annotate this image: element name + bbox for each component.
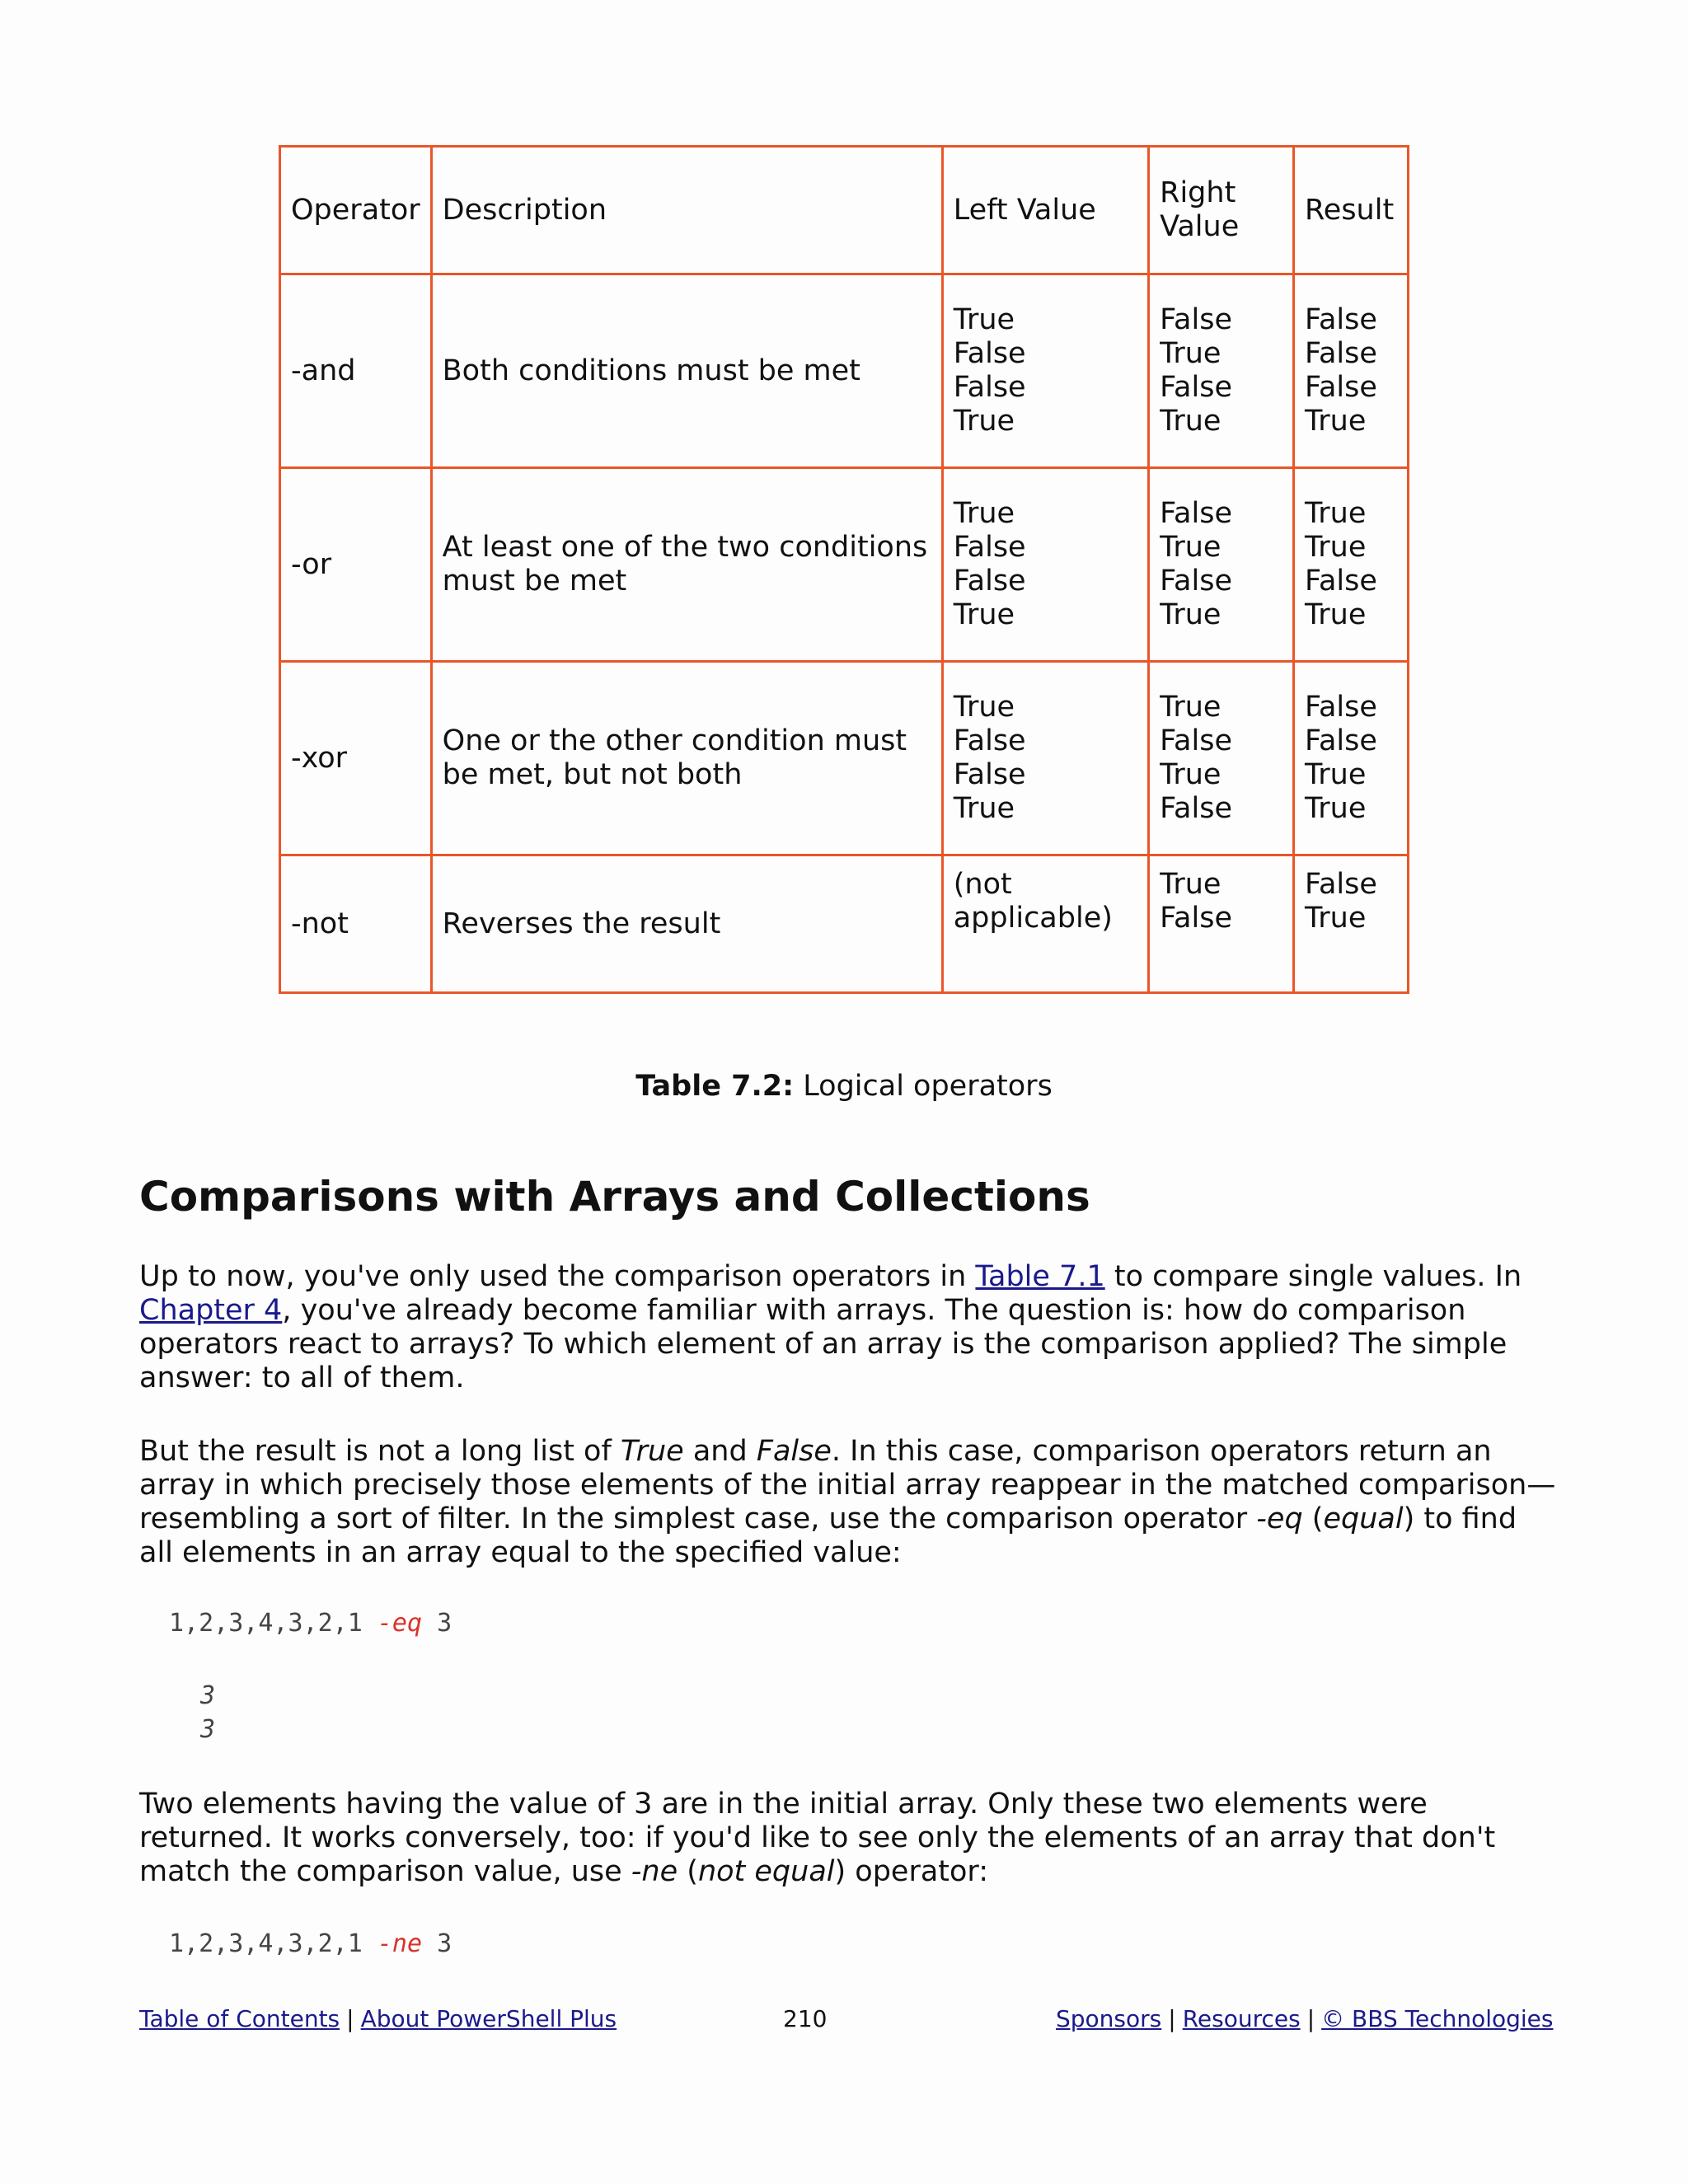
cell-value: False <box>953 531 1026 564</box>
code-text: 1,2,3,4,3,2,1 <box>169 1929 377 1958</box>
cell-value: True <box>1305 902 1367 935</box>
table-of-contents-link[interactable]: Table of Contents <box>139 2005 340 2032</box>
table-row <box>280 855 1409 993</box>
right-values-cell <box>1149 662 1294 855</box>
cell-value: (not applicable) <box>953 868 1113 935</box>
cell-value: True <box>953 598 1015 631</box>
code-text: 1,2,3,4,3,2,1 <box>169 1609 377 1638</box>
header-description: Description <box>431 147 942 274</box>
right-values-cell <box>1149 274 1294 468</box>
emphasis: False <box>756 1435 832 1468</box>
cell-value: True <box>1160 598 1221 631</box>
result-values-cell <box>1294 468 1409 662</box>
left-values-cell <box>942 468 1148 662</box>
cell-value: True <box>1305 405 1367 438</box>
cell-value: False <box>953 724 1026 757</box>
paragraph-intro <box>139 1260 1557 1395</box>
table-row <box>280 274 1409 468</box>
cell-value: False <box>1160 792 1232 825</box>
cell-value: True <box>1160 868 1221 901</box>
emphasis: -eq <box>1256 1502 1303 1535</box>
code-operator: -eq <box>377 1609 423 1638</box>
result-values-cell <box>1294 274 1409 468</box>
cell-value: False <box>1305 337 1377 370</box>
code-text: 3 <box>422 1609 452 1638</box>
header-operator: Operator <box>280 147 432 274</box>
text-run: ( <box>678 1855 698 1888</box>
code-operator: -ne <box>377 1929 423 1958</box>
cell-value: False <box>953 565 1026 598</box>
cell-value: False <box>1160 724 1232 757</box>
left-values-cell <box>942 274 1148 468</box>
footer-separator: | <box>1168 2005 1176 2032</box>
code-output-eq <box>200 1679 215 1746</box>
cell-value: True <box>953 792 1015 825</box>
description-cell: Both conditions must be met <box>431 274 942 468</box>
right-values-cell <box>1149 855 1294 993</box>
footer-separator: | <box>346 2005 354 2032</box>
output-line: 3 <box>200 1715 216 1744</box>
cell-value: True <box>953 405 1015 438</box>
cell-value: True <box>1305 758 1367 791</box>
cell-value: True <box>1160 337 1221 370</box>
cell-value: False <box>953 758 1026 791</box>
logical-operators-table <box>279 145 1409 994</box>
text-run: Two elements having the value of 3 are in the initial array. Only these two elements were returned. It works conversely, too: if you'd like to see only the elements of an array that don't match the comparison value, use <box>139 1788 1496 1888</box>
text-run: , you've already become familiar with arrays. The question is: how do comparison operators react to arrays? To which element of an array is the comparison applied? The simple answer: to all of them. <box>139 1294 1507 1394</box>
emphasis: not equal <box>697 1855 835 1888</box>
cell-value: True <box>1160 405 1221 438</box>
table-row <box>280 468 1409 662</box>
cell-value: False <box>1160 497 1232 530</box>
text-run: ) to find all elements in an array equal to the specified value: <box>139 1502 1517 1569</box>
cell-value: False <box>953 337 1026 370</box>
paragraph-filter <box>139 1435 1557 1570</box>
operator-cell: -or <box>280 468 432 662</box>
cell-value: False <box>1305 565 1377 598</box>
cell-value: True <box>1160 691 1221 724</box>
table-7-1-link[interactable]: Table 7.1 <box>975 1260 1105 1293</box>
description-cell: Reverses the result <box>431 855 942 993</box>
left-values-cell <box>942 662 1148 855</box>
sponsors-link[interactable]: Sponsors <box>1056 2005 1162 2032</box>
cell-value: False <box>1305 724 1377 757</box>
cell-value: False <box>1160 902 1232 935</box>
cell-value: True <box>953 691 1015 724</box>
footer-separator: | <box>1306 2005 1315 2032</box>
footer-right-links <box>1056 2004 1554 2034</box>
output-line: 3 <box>200 1681 216 1710</box>
cell-value: True <box>1305 792 1367 825</box>
page-number: 210 <box>783 2005 828 2032</box>
operator-cell: -xor <box>280 662 432 855</box>
header-result: Result <box>1294 147 1409 274</box>
cell-value: True <box>1305 598 1367 631</box>
emphasis: -ne <box>631 1855 678 1888</box>
cell-value: False <box>953 371 1026 404</box>
description-cell: At least one of the two conditions must be met <box>431 468 942 662</box>
code-text: 3 <box>422 1929 452 1958</box>
text-run: ( <box>1302 1502 1324 1535</box>
cell-value: False <box>1305 303 1377 336</box>
cell-value: False <box>1305 691 1377 724</box>
chapter-4-link[interactable]: Chapter 4 <box>139 1294 283 1327</box>
emphasis: equal <box>1323 1502 1404 1535</box>
text-run: Up to now, you've only used the comparison operators in <box>139 1260 976 1293</box>
description-cell: One or the other condition must be met, but not both <box>431 662 942 855</box>
text-run: But the result is not a long list of <box>139 1435 621 1468</box>
operator-cell: -not <box>280 855 432 993</box>
code-example-ne <box>169 1927 452 1961</box>
cell-value: False <box>1160 371 1232 404</box>
table-row <box>280 662 1409 855</box>
text-run: ) operator: <box>834 1855 988 1888</box>
header-right-value: Right Value <box>1149 147 1294 274</box>
table-header-row <box>280 147 1409 274</box>
text-run: and <box>683 1435 757 1468</box>
cell-value: True <box>1160 531 1221 564</box>
caption-text: Logical operators <box>794 1070 1053 1103</box>
table-caption <box>0 1068 1688 1104</box>
paragraph-ne <box>139 1788 1557 1889</box>
caption-label: Table 7.2: <box>635 1070 795 1103</box>
cell-value: True <box>953 303 1015 336</box>
cell-value: False <box>1160 565 1232 598</box>
left-values-cell <box>942 855 1148 993</box>
cell-value: True <box>953 497 1015 530</box>
result-values-cell <box>1294 855 1409 993</box>
text-run: . In this case, comparison operators return an array in which precisely those elements of the initial array reappear in the matched comparison—resembling a sort of filter. In the simplest case, use the comparison operator <box>139 1435 1556 1535</box>
cell-value: False <box>1305 371 1377 404</box>
header-left-value: Left Value <box>942 147 1148 274</box>
cell-value: False <box>1305 868 1377 901</box>
right-values-cell <box>1149 468 1294 662</box>
emphasis: True <box>620 1435 684 1468</box>
result-values-cell <box>1294 662 1409 855</box>
footer-left-links <box>139 2004 617 2034</box>
section-title: Comparisons with Arrays and Collections <box>139 1173 1090 1221</box>
resources-link[interactable]: Resources <box>1182 2005 1301 2032</box>
code-example-eq <box>169 1606 452 1640</box>
cell-value: True <box>1305 497 1367 530</box>
cell-value: True <box>1160 758 1221 791</box>
operator-cell: -and <box>280 274 432 468</box>
bbs-technologies-link[interactable]: © BBS Technologies <box>1321 2005 1554 2032</box>
about-powershell-plus-link[interactable]: About PowerShell Plus <box>360 2005 617 2032</box>
cell-value: True <box>1305 531 1367 564</box>
cell-value: False <box>1160 303 1232 336</box>
text-run: to compare single values. In <box>1104 1260 1522 1293</box>
